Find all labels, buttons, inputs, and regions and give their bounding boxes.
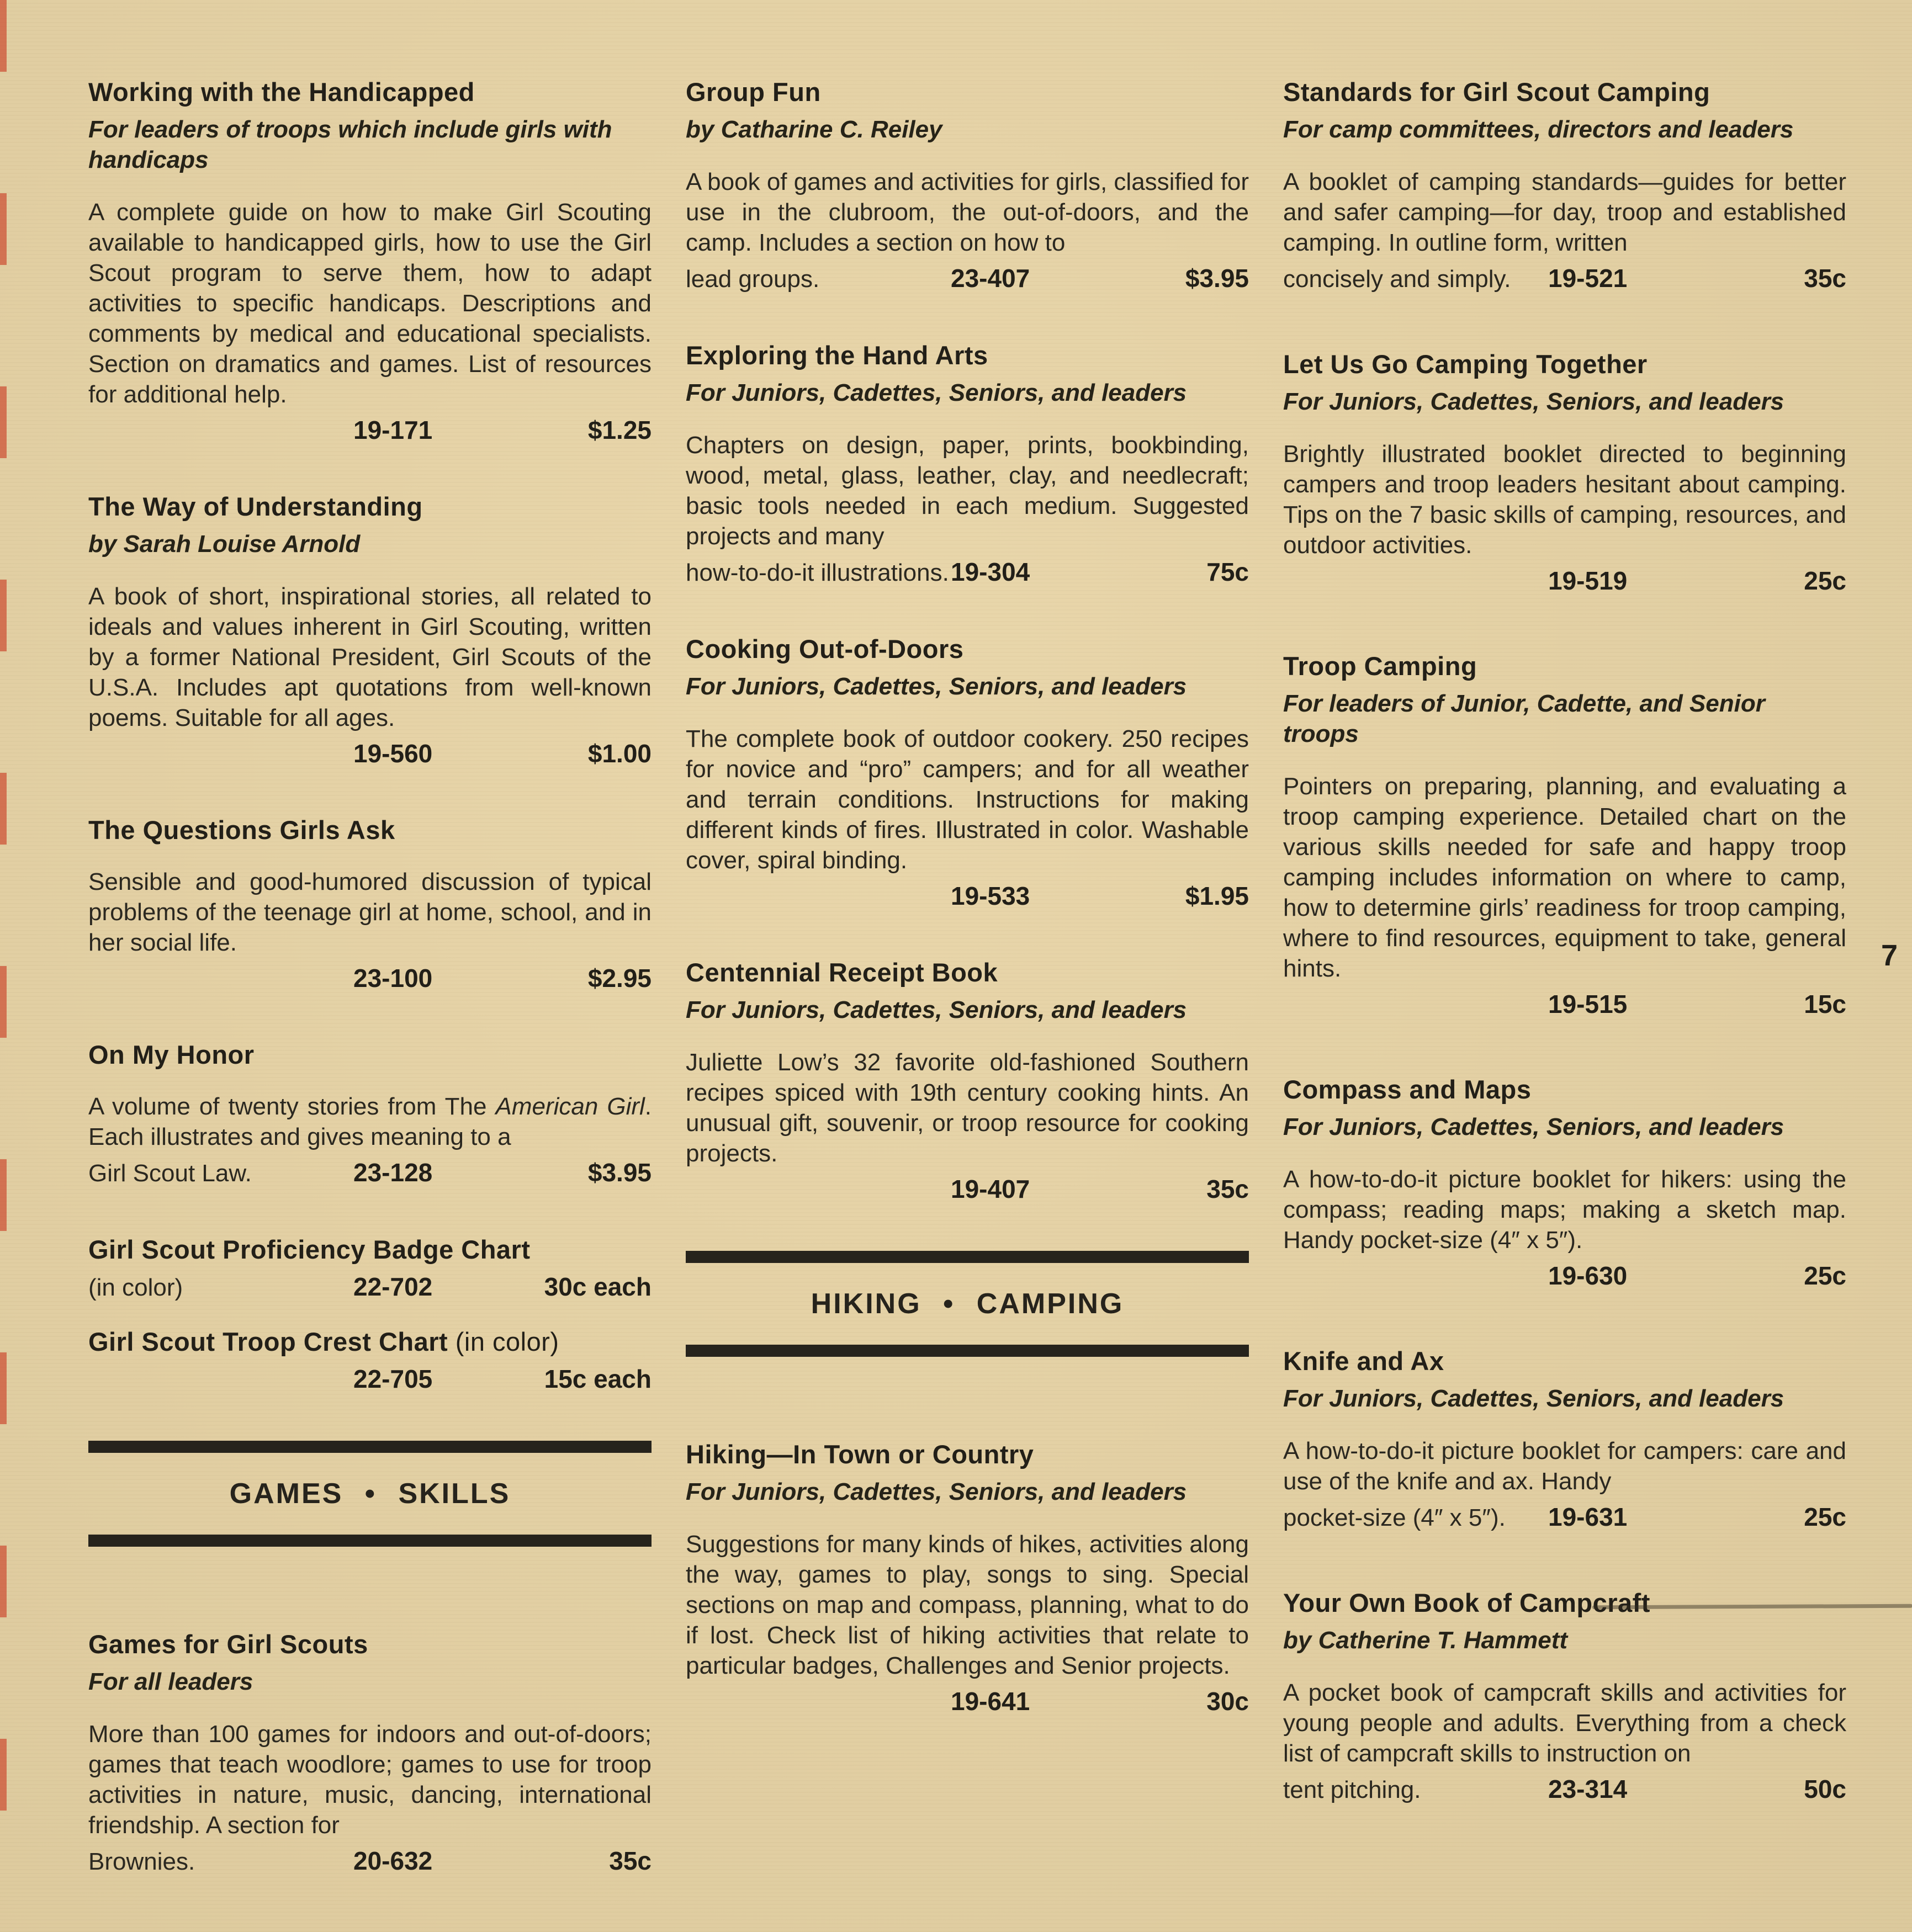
catalog-number: 23-128 xyxy=(353,1158,433,1187)
entry-title: Hiking—In Town or Country xyxy=(686,1440,1034,1469)
entry-author: by Catharine C. Reiley xyxy=(686,116,942,143)
entry-title: Your Own Book of Campcraft xyxy=(1283,1588,1650,1617)
price: 35c xyxy=(1804,264,1846,293)
entry-description: Suggestions for many kinds of hikes, activities along the way, games to play, songs to sing. Special sections on map and compass, planning, what to do if lost. Check list of hiking activities that relate to particular badges, Challenges and Senior projects. xyxy=(686,1531,1249,1679)
italic-magazine-title: American Girl xyxy=(495,1093,645,1120)
entry-title: Exploring the Hand Arts xyxy=(686,341,988,370)
entry-audience: For leaders of troops which include girls with handicaps xyxy=(88,116,612,173)
entry-order-line xyxy=(1283,989,1846,1020)
entry-title: Knife and Ax xyxy=(1283,1346,1444,1376)
price: 15c each xyxy=(544,1365,652,1393)
entry-description: Brightly illustrated booklet directed to beginning campers and troop leaders hesitant about camping. Tips on the 7 basic skills of camping, resources, and outdoor activities. xyxy=(1283,440,1846,559)
entry-audience: For all leaders xyxy=(88,1668,253,1695)
entry-audience: For Juniors, Cadettes, Seniors, and leaders xyxy=(1283,388,1784,415)
catalog-number: 19-630 xyxy=(1548,1261,1628,1290)
catalog-number: 19-171 xyxy=(353,416,433,444)
entry-tail-text: how-to-do-it illustrations. xyxy=(686,559,949,586)
divider-rule xyxy=(88,1441,652,1453)
entry-order-line xyxy=(686,1174,1249,1204)
price: $3.95 xyxy=(587,1158,652,1187)
entry-order-line xyxy=(88,1272,652,1303)
entry-audience: For camp committees, directors and leaders xyxy=(1283,116,1794,143)
entry-audience: For Juniors, Cadettes, Seniors, and leaders xyxy=(1283,1385,1784,1412)
page-number: 7 xyxy=(1881,939,1898,972)
entry-order-line xyxy=(88,415,652,445)
entry-description: Chapters on design, paper, prints, bookbinding, wood, metal, glass, leather, clay, and needlecraft; basic tools needed in each medium. Suggested projects and many xyxy=(686,432,1249,550)
entry-description: A volume of twenty stories from The American Girl. Each illustrates and gives meaning to a xyxy=(88,1093,652,1150)
entry-audience: For leaders of Junior, Cadette, and Senior troops xyxy=(1283,690,1765,747)
column-middle xyxy=(686,77,1249,1923)
entry-tail-text: lead groups. xyxy=(686,266,820,293)
section-divider-hiking-camping xyxy=(686,1251,1249,1357)
catalog-number: 19-560 xyxy=(353,739,433,768)
entry-order-line xyxy=(88,1846,652,1877)
catalog-number: 23-100 xyxy=(353,964,433,992)
entry-audience: For Juniors, Cadettes, Seniors, and leaders xyxy=(1283,1113,1784,1140)
entry-title-note: (in color) xyxy=(448,1327,559,1356)
price: 25c xyxy=(1804,1503,1846,1531)
catalog-entry xyxy=(1283,651,1846,1020)
catalog-number: 20-632 xyxy=(353,1846,433,1875)
entry-order-line xyxy=(88,1364,652,1394)
entry-tail-text: Girl Scout Law. xyxy=(88,1160,252,1187)
entry-description: Sensible and good-humored discussion of typical problems of the teenage girl at home, school, and in her social life. xyxy=(88,868,652,956)
entry-audience: For Juniors, Cadettes, Seniors, and leaders xyxy=(686,996,1187,1023)
catalog-entry xyxy=(686,958,1249,1204)
section-header: GAMES • SKILLS xyxy=(229,1478,511,1510)
catalog-entry xyxy=(88,1040,652,1188)
divider-rule xyxy=(686,1251,1249,1263)
entry-description: The complete book of outdoor cookery. 250 recipes for novice and “pro” campers; and for all weather and terrain conditions. Instructions for making different kinds of fires. Illustrated in color. Washable cover, spiral binding. xyxy=(686,725,1249,874)
catalog-number: 22-705 xyxy=(353,1365,433,1393)
catalog-entry xyxy=(1283,77,1846,294)
catalog-entry xyxy=(686,634,1249,911)
entry-description: A how-to-do-it picture booklet for hikers: using the compass; reading maps; making a sketch map. Handy pocket-size (4″ x 5″). xyxy=(1283,1166,1846,1254)
catalog-entry xyxy=(1283,1588,1846,1805)
entry-tail-text: tent pitching. xyxy=(1283,1776,1421,1803)
entry-order-line xyxy=(686,557,1249,588)
scan-edge-marks xyxy=(0,0,7,1932)
price: 30c each xyxy=(544,1272,652,1301)
entry-order-line xyxy=(686,1686,1249,1717)
price: $3.95 xyxy=(1185,264,1249,293)
entry-author: by Sarah Louise Arnold xyxy=(88,530,361,558)
price: 30c xyxy=(1206,1687,1249,1716)
catalog-number: 23-314 xyxy=(1548,1775,1628,1803)
entry-tail-text: (in color) xyxy=(88,1274,183,1301)
entry-title: Centennial Receipt Book xyxy=(686,958,998,987)
column-right xyxy=(1283,77,1846,1923)
entry-title: Games for Girl Scouts xyxy=(88,1630,368,1659)
entry-title: Group Fun xyxy=(686,77,821,107)
entry-order-line xyxy=(686,881,1249,911)
price: 50c xyxy=(1804,1775,1846,1803)
catalog-number: 19-631 xyxy=(1548,1503,1628,1531)
catalog-entry xyxy=(88,1630,652,1877)
entry-description: More than 100 games for indoors and out-of-doors; games that teach woodlore; games to use for troop activities in nature, music, dancing, international friendship. A section for xyxy=(88,1721,652,1839)
entry-order-line xyxy=(686,263,1249,294)
catalog-number: 19-533 xyxy=(951,882,1030,910)
entry-description: A book of games and activities for girls, classified for use in the clubroom, the out-of-doors, and the camp. Includes a section on how to xyxy=(686,168,1249,256)
entry-title: Girl Scout Troop Crest Chart (in color) xyxy=(88,1327,559,1356)
catalog-number: 19-515 xyxy=(1548,990,1628,1018)
entry-title: The Way of Understanding xyxy=(88,492,423,521)
entry-description: A complete guide on how to make Girl Scouting available to handicapped girls, how to use the Girl Scout program to serve them, how to adapt activities to specific handicaps. Descriptions and comments by medical and educational specialists. Section on dramatics and games. List of resources for additional help. xyxy=(88,199,652,408)
entry-title: Girl Scout Proficiency Badge Chart xyxy=(88,1235,531,1264)
entry-order-line xyxy=(88,963,652,994)
entry-title: Compass and Maps xyxy=(1283,1075,1532,1104)
entry-description: A how-to-do-it picture booklet for campers: care and use of the knife and ax. Handy xyxy=(1283,1437,1846,1495)
entry-tail-text: Brownies. xyxy=(88,1848,195,1875)
catalog-number: 19-641 xyxy=(951,1687,1030,1716)
entry-order-line xyxy=(1283,566,1846,596)
catalog-number: 22-702 xyxy=(353,1272,433,1301)
entry-audience: For Juniors, Cadettes, Seniors, and leaders xyxy=(686,673,1187,700)
price: 35c xyxy=(1206,1175,1249,1203)
entry-description: Pointers on preparing, planning, and evaluating a troop camping experience. Detailed chart on the various skills needed for safe and happy troop camping includes information on where to camp, how to determine girls’ readiness for troop camping, where to find resources, equipment to take, general hints. xyxy=(1283,773,1846,982)
catalog-entry xyxy=(88,1235,652,1303)
price: 75c xyxy=(1206,558,1249,586)
entry-title: Cooking Out-of-Doors xyxy=(686,634,964,664)
entry-tail-text: concisely and simply. xyxy=(1283,266,1511,293)
entry-title: The Questions Girls Ask xyxy=(88,815,395,845)
catalog-entry xyxy=(1283,1346,1846,1533)
catalog-entry xyxy=(686,77,1249,294)
catalog-entry xyxy=(88,815,652,994)
entry-description: A booklet of camping standards—guides for better and safer camping—for day, troop and established camping. In outline form, written xyxy=(1283,168,1846,256)
price: $1.25 xyxy=(587,416,652,444)
catalog-entry xyxy=(686,341,1249,588)
entry-description: Juliette Low’s 32 favorite old-fashioned Southern recipes spiced with 19th century cooking hints. An unusual gift, souvenir, or troop resource for cooking projects. xyxy=(686,1049,1249,1167)
entry-description: A book of short, inspirational stories, all related to ideals and values inherent in Girl Scouting, written by a former National President, Girl Scouts of the U.S.A. Includes apt quotations from well-known poems. Suitable for all ages. xyxy=(88,583,652,731)
catalog-entry xyxy=(88,492,652,769)
entry-title: Standards for Girl Scout Camping xyxy=(1283,77,1710,107)
catalog-entry xyxy=(1283,349,1846,596)
entry-order-line xyxy=(88,1158,652,1188)
divider-rule xyxy=(686,1345,1249,1357)
price: $1.95 xyxy=(1185,882,1249,910)
catalog-number: 19-521 xyxy=(1548,264,1628,293)
catalog-entry xyxy=(88,77,652,445)
catalog-number: 23-407 xyxy=(951,264,1030,293)
catalog-entry xyxy=(88,1327,652,1394)
entry-description: A pocket book of campcraft skills and activities for young people and adults. Everything from a check list of campcraft skills to instruction on xyxy=(1283,1679,1846,1767)
section-header: HIKING • CAMPING xyxy=(811,1288,1124,1320)
divider-rule xyxy=(88,1535,652,1547)
entry-order-line xyxy=(88,739,652,769)
entry-title: Let Us Go Camping Together xyxy=(1283,349,1648,379)
price: $2.95 xyxy=(587,964,652,992)
entry-author: by Catherine T. Hammett xyxy=(1283,1627,1568,1654)
ink-smudge xyxy=(1592,1604,1912,1610)
catalog-entry xyxy=(686,1440,1249,1717)
price: $1.00 xyxy=(587,739,652,768)
catalog-number: 19-304 xyxy=(951,558,1030,586)
catalog-number: 19-407 xyxy=(951,1175,1030,1203)
entry-tail-text: pocket-size (4″ x 5″). xyxy=(1283,1504,1506,1531)
entry-title: Troop Camping xyxy=(1283,651,1477,681)
catalog-number: 19-519 xyxy=(1548,566,1628,595)
entry-audience: For Juniors, Cadettes, Seniors, and leaders xyxy=(686,1478,1187,1505)
column-left xyxy=(88,77,652,1923)
entry-title: On My Honor xyxy=(88,1040,255,1069)
price: 35c xyxy=(609,1846,652,1875)
section-divider-games-skills xyxy=(88,1441,652,1547)
entry-audience: For Juniors, Cadettes, Seniors, and leaders xyxy=(686,379,1187,406)
entry-order-line xyxy=(1283,1502,1846,1533)
entry-order-line xyxy=(1283,1774,1846,1805)
price: 25c xyxy=(1804,566,1846,595)
entry-order-line xyxy=(1283,263,1846,294)
price: 15c xyxy=(1804,990,1846,1018)
price: 25c xyxy=(1804,1261,1846,1290)
catalog-entry xyxy=(1283,1075,1846,1291)
entry-title: Working with the Handicapped xyxy=(88,77,475,107)
entry-order-line xyxy=(1283,1261,1846,1291)
